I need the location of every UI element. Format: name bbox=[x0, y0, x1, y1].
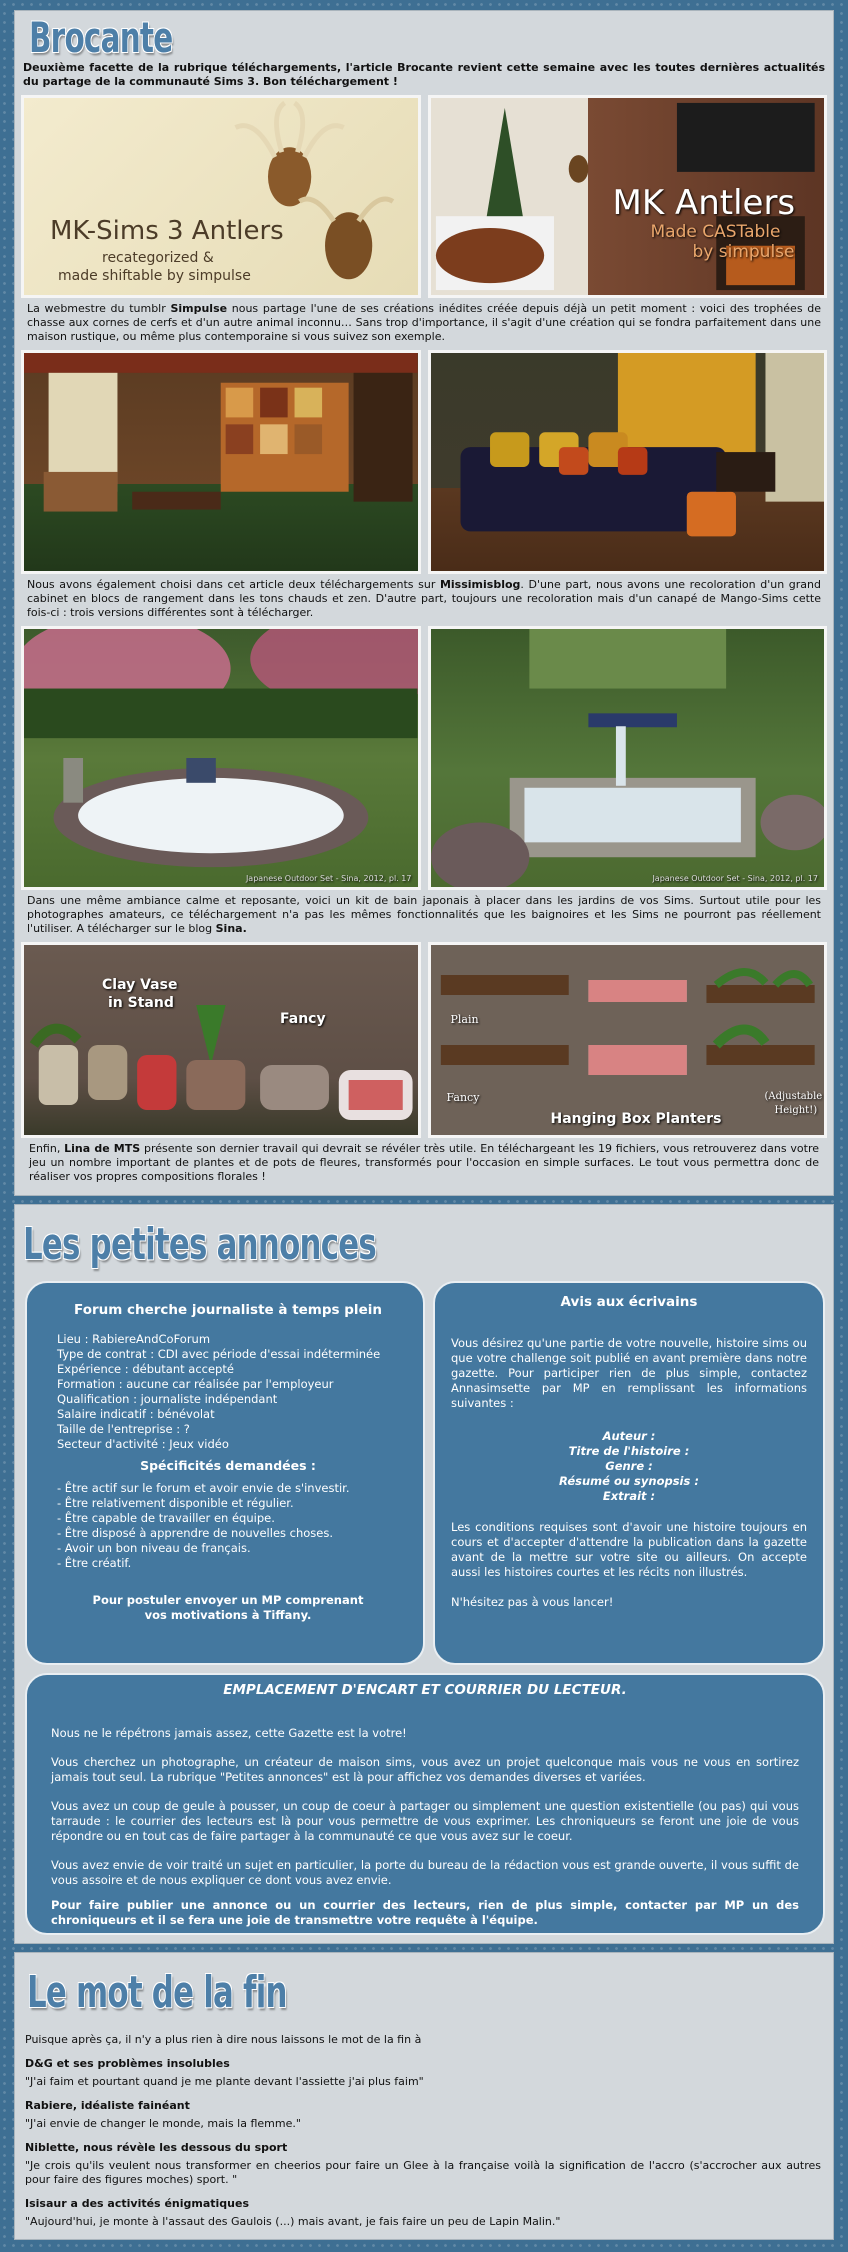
job-requirements bbox=[57, 1481, 399, 1571]
reader-mail-p5: Pour faire publier une annonce ou un courrier des lecteurs, rien de plus simple, contacter par MP un des chroniqueurs et il se fera une joie de transmettre votre requête à l'équipe. bbox=[51, 1898, 799, 1927]
antlers-plaque-art bbox=[24, 98, 418, 295]
writers-field: Titre de l'histoire : bbox=[568, 1444, 690, 1458]
hanging-planters-image bbox=[428, 942, 828, 1138]
fin-item-quote: "Aujourd'hui, je monte à l'assaut des Gaulois (...) mais avant, je fais faire un peu de Lapin Malin." bbox=[25, 2215, 561, 2228]
writers-field: Auteur : bbox=[602, 1429, 656, 1443]
writers-field: Genre : bbox=[605, 1459, 653, 1473]
fin-item-title: Niblette, nous révèle les dessous du sport bbox=[25, 2141, 288, 2154]
job-requirement: - Être relativement disponible et régulier. bbox=[57, 1496, 294, 1510]
fin-item-quote: "Je crois qu'ils veulent nous transformer en cheerios pour faire un Glee à la française voilà la signification de l'accro (s'accrocher aux autres pour faire des figures moches) sport. " bbox=[25, 2159, 821, 2186]
cabinet-image bbox=[21, 350, 421, 574]
clay-vase-label: Clay Vase bbox=[102, 977, 178, 993]
lina-mts-link[interactable]: Lina de MTS bbox=[64, 1142, 141, 1155]
brocante-paragraph-2: Nous avons également choisi dans cet article deux téléchargements sur Missimisblog. D'une part, nous avons une recoloration d'un grand cabinet en blocs de rangement dans les tons chauds et zen. D'autre part, toujours une recoloration mais d'un canapé de Mango-Sims cette fois-ci : trois versions différentes sont à télécharger. bbox=[27, 578, 822, 619]
job-detail: Formation : aucune car réalisée par l'employeur bbox=[57, 1377, 334, 1391]
brocante-paragraph-3: Dans une même ambiance calme et reposante, voici un kit de bain japonais à placer dans les jardins de vos Sims. Surtout utile pour les photographes amateurs, ce téléchargement n'a pas les mêmes fonctionnalités que les baignoires et les Sims ne pourront pas réellement l'utiliser. A télécharger sur le blog Sina. bbox=[27, 894, 821, 935]
job-requirements-heading: Spécificités demandées : bbox=[140, 1458, 316, 1473]
writers-intro: Vous désirez qu'une partie de votre nouvelle, histoire sims ou que votre challenge soit publié en avant première dans notre gazette. Pour participer rien de plus simple, contactez Annasimsette par MP en remplissant les informations suivantes : bbox=[451, 1336, 807, 1410]
writers-conditions: Les conditions requises sont d'avoir une histoire toujours en cours et d'accepter d'attendre la publication dans la gazette avant de la mettre sur votre site ou ailleurs. On accepte aussi les histoires courtes et les récits non illustrés. bbox=[451, 1520, 807, 1579]
job-apply-cta: Pour postuler envoyer un MP comprenant vos motivations à Tiffany. bbox=[92, 1593, 364, 1622]
japanese-bath-caption-2: Japanese Outdoor Set - Sina, 2012, pl. 17 bbox=[652, 874, 818, 883]
brocante-section bbox=[14, 10, 834, 1196]
brocante-paragraph-4: Enfin, Lina de MTS présente son dernier travail qui devrait se révéler très utile. En téléchargeant les 19 fichiers, vous retrouverez dans votre jeu un nombre important de plantes et de pots de fleures, transformés pour l'occasion en simple surfaces. Le tout vous permettra donc de réaliser vos propres compositions florales ! bbox=[29, 1142, 819, 1183]
antlers-image-1-sub2: made shiftable by simpulse bbox=[58, 268, 251, 284]
writers-field: Extrait : bbox=[602, 1489, 656, 1503]
job-detail: Taille de l'entreprise : ? bbox=[57, 1422, 190, 1436]
planters-note-1: (Adjustable bbox=[764, 1091, 823, 1102]
clay-vase-image bbox=[21, 942, 421, 1138]
job-requirement: - Être capable de travailler en équipe. bbox=[57, 1511, 275, 1525]
sofa-image bbox=[428, 350, 828, 574]
japanese-bath-image-1 bbox=[21, 626, 421, 890]
writers-field: Résumé ou synopsis : bbox=[559, 1474, 699, 1488]
image-row-antlers bbox=[21, 95, 827, 298]
antlers-image-2-sub1: Made CASTable bbox=[650, 222, 781, 242]
planters-fancy-label: Fancy bbox=[446, 1091, 480, 1104]
job-detail: Type de contrat : CDI avec période d'essai indéterminée bbox=[57, 1347, 381, 1361]
bath-garden-art bbox=[24, 629, 418, 887]
fin-section bbox=[14, 1952, 834, 2240]
writers-heading: Avis aux écrivains bbox=[560, 1294, 698, 1310]
job-requirement: - Être actif sur le forum et avoir envie de s'investir. bbox=[57, 1481, 350, 1495]
vases-art bbox=[24, 945, 418, 1135]
antlers-image-2-sub2: by simpulse bbox=[692, 242, 795, 262]
bath-closeup-art bbox=[431, 629, 825, 887]
job-offer-details bbox=[57, 1332, 399, 1452]
brocante-intro: Deuxième facette de la rubrique téléchargements, l'article Brocante revient cette semaine avec les toutes dernières actualités du partage de la communauté Sims 3. Bon téléchargement ! bbox=[23, 61, 825, 88]
reader-mail-p4: Vous avez envie de voir traité un sujet en particulier, la porte du bureau de la rédaction vous est grande ouverte, il vous suffit de vous assoire et de nous expliquer ce dont vous avez envie. bbox=[51, 1858, 799, 1887]
job-detail: Secteur d'activité : Jeux vidéo bbox=[57, 1437, 229, 1451]
planters-note-2: Height!) bbox=[774, 1105, 818, 1116]
job-detail: Expérience : débutant accepté bbox=[57, 1362, 234, 1376]
image-row-japanese-bath bbox=[21, 626, 827, 890]
fin-item-title: Isisaur a des activités énigmatiques bbox=[25, 2197, 250, 2210]
job-detail: Qualification : journaliste indépendant bbox=[57, 1392, 278, 1406]
sina-link[interactable]: Sina. bbox=[215, 922, 247, 935]
job-detail: Lieu : RabiereAndCoForum bbox=[57, 1332, 211, 1346]
fin-item-title: Rabiere, idéaliste fainéant bbox=[25, 2099, 190, 2112]
antlers-image-2 bbox=[428, 95, 828, 298]
reader-mail-heading: EMPLACEMENT D'ENCART ET COURRIER DU LECTEUR. bbox=[223, 1682, 627, 1698]
cabinet-room-art bbox=[24, 353, 418, 571]
antlers-image-1-sub1: recategorized & bbox=[102, 250, 214, 266]
job-requirement: - Être disposé à apprendre de nouvelles choses. bbox=[57, 1526, 334, 1540]
planters-title: Hanging Box Planters bbox=[550, 1111, 722, 1127]
image-row-furniture bbox=[21, 350, 827, 574]
antlers-image-2-title: MK Antlers bbox=[612, 183, 796, 223]
missimisblog-link[interactable]: Missimisblog bbox=[439, 578, 521, 591]
annonces-section bbox=[14, 1204, 834, 1944]
antlers-image-1-title: MK-Sims 3 Antlers bbox=[50, 216, 284, 246]
planters-plain-label: Plain bbox=[450, 1013, 479, 1026]
reader-mail-p3: Vous avez un coup de geule à pousser, un coup de coeur à partager ou simplement une question existentielle (ou pas) qui vous tarraude : le courrier des lecteurs est là pour vous permettre de vous exprimer. Les chroniqueurs se feront une joie de vous répondre ou en tout cas de faire partager à la communauté ce que vous avez sur le coeur. bbox=[51, 1799, 799, 1843]
clay-vase-fancy-label: Fancy bbox=[280, 1011, 326, 1027]
job-offer-heading: Forum cherche journaliste à temps plein bbox=[74, 1302, 382, 1318]
image-row-planters bbox=[21, 942, 827, 1138]
planters-art bbox=[431, 945, 825, 1135]
fin-intro: Puisque après ça, il n'y a plus rien à dire nous laissons le mot de la fin à bbox=[25, 2033, 422, 2046]
fin-item-quote: "J'ai faim et pourtant quand je me plante devant l'assiette j'ai plus faim" bbox=[25, 2075, 424, 2088]
fin-item-quote: "J'ai envie de changer le monde, mais la flemme." bbox=[25, 2117, 301, 2130]
brocante-title: Brocante bbox=[29, 13, 173, 62]
reader-mail-p1: Nous ne le répétrons jamais assez, cette Gazette est la votre! bbox=[51, 1726, 407, 1740]
writers-closing: N'hésitez pas à vous lancer! bbox=[451, 1595, 614, 1609]
brocante-paragraph-1: La webmestre du tumblr Simpulse nous partage l'une de ses créations inédites créée depuis déjà un petit moment : voici des trophées de chasse aux cornes de cerfs et d'un autre animal inconnu… Sans trop d'importance, il s'agit d'une création qui se fondra parfaitement dans une maison rustique, ou même plus contemporaine si vous suivez son exemple. bbox=[27, 302, 821, 343]
job-requirement: - Avoir un bon niveau de français. bbox=[57, 1541, 251, 1555]
job-requirement: - Être créatif. bbox=[57, 1556, 132, 1570]
writers-fields bbox=[451, 1429, 807, 1504]
fin-title: Le mot de la fin bbox=[27, 1967, 287, 2018]
fin-content bbox=[25, 2033, 821, 2229]
job-offer-box bbox=[25, 1281, 425, 1665]
fin-item-title: D&G et ses problèmes insolubles bbox=[25, 2057, 230, 2070]
reader-mail-box bbox=[25, 1673, 825, 1935]
writers-box bbox=[433, 1281, 825, 1665]
annonces-title: Les petites annonces bbox=[23, 1219, 377, 1270]
simpulse-link[interactable]: Simpulse bbox=[170, 302, 228, 315]
japanese-bath-image-2 bbox=[428, 626, 828, 890]
japanese-bath-caption-1: Japanese Outdoor Set - Sina, 2012, pl. 17 bbox=[245, 874, 412, 883]
reader-mail-p2: Vous cherchez un photographe, un créateur de maison sims, vous avez un projet quelconque mais vous ne vous en sortirez jamais tout seul. La rubrique "Petites annonces" est là pour affichez vos demandes diverses et variées. bbox=[51, 1755, 799, 1784]
antlers-image-1 bbox=[21, 95, 421, 298]
sofa-art bbox=[431, 353, 825, 571]
clay-vase-label-2: in Stand bbox=[108, 995, 174, 1011]
job-detail: Salaire indicatif : bénévolat bbox=[57, 1407, 215, 1421]
